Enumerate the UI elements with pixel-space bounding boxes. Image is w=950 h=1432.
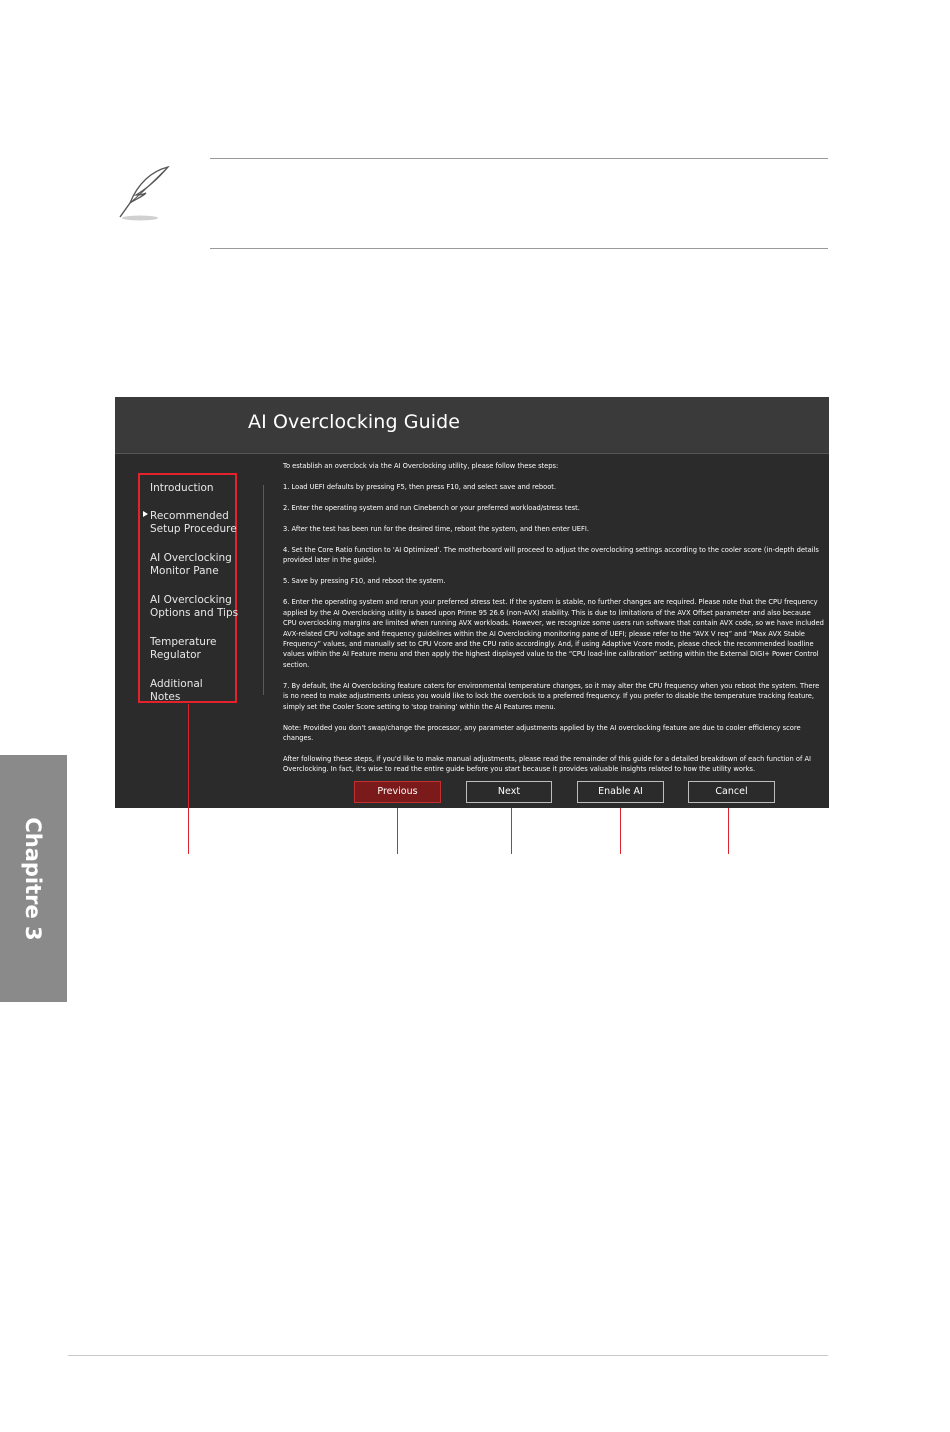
guide-content <box>283 461 825 785</box>
guide-step-3: 3. After the test has been run for the desired time, reboot the system, and then enter UEFI. <box>283 525 589 533</box>
callout-line-next <box>511 808 512 854</box>
guide-step-6: 6. Enter the operating system and rerun your preferred stress test. If the system is stable, no further changes are required. Please note that the CPU frequency applied by the AI Overclocking utility is based upon Prime 95 26.6 (non-AVX) stability. This is due to limitations of the AVX Offset parameter and also because CPU overclocking margins are limited when running AVX workloads. However, we recognize some users run software that contain AVX code, so we have included AVX-related CPU voltage and frequency guidelines within the AI Overclocking monitoring pane of UEFI; please refer to the “AVX V req” and “Max AVX Stable Frequency” values, and manually set to CPU Vcore and the CPU ratio accordingly. And, if using Adaptive Vcore mode, please check the recommended loadline values within the AI Feature menu and then apply the highest displayed value to the “CPU load-line calibration” setting within the External DIGI+ Power Control section. <box>283 598 824 669</box>
callout-line-cancel <box>728 808 729 854</box>
guide-step-7: 7. By default, the AI Overclocking feature caters for environmental temperature changes, so it may alter the CPU frequency when you reboot the system. There is no need to make adjustments unless you would like to lock the overclock to a preferred frequency. If you prefer to disable the temperature tracking feature, simply set the Cooler Score setting to 'stop training' within the AI Features menu. <box>283 681 820 711</box>
guide-step-2: 2. Enter the operating system and run Cinebench or your preferred workload/stress test. <box>283 504 580 512</box>
guide-step-1: 1. Load UEFI defaults by pressing F5, then press F10, and select save and reboot. <box>283 483 557 491</box>
nav-highlight-box <box>138 473 237 703</box>
note-top-rule <box>210 158 828 159</box>
ai-overclocking-guide-window <box>115 397 829 808</box>
nav-item-recommended-setup[interactable]: Recommended Setup Procedure <box>150 510 237 535</box>
enable-ai-button[interactable]: Enable AI <box>577 781 664 803</box>
nav-item-monitor-pane[interactable]: AI Overclocking Monitor Pane <box>150 552 232 577</box>
active-item-arrow-icon <box>143 511 148 517</box>
nav-divider <box>263 485 264 695</box>
nav-item-options-tips[interactable]: AI Overclocking Options and Tips <box>150 594 239 619</box>
callout-line-enable-ai <box>620 808 621 854</box>
nav-item-temperature-regulator[interactable]: Temperature Regulator <box>150 636 217 661</box>
previous-button[interactable]: Previous <box>354 781 441 803</box>
next-button[interactable]: Next <box>466 781 552 803</box>
window-title: AI Overclocking Guide <box>248 411 461 433</box>
guide-closing: After following these steps, if you'd like to make manual adjustments, please read the remainder of this guide for a detailed breakdown of each function of AI Overclocking. In fact, it's wise to read the entire guide before you start because it provides valuable insights related to how the utility works. <box>283 755 811 774</box>
note-bottom-rule <box>210 248 828 249</box>
feather-quill-icon <box>112 163 174 223</box>
callout-line-previous <box>397 808 398 854</box>
nav-item-introduction[interactable]: Introduction <box>150 482 214 494</box>
guide-step-4: 4. Set the Core Ratio function to 'AI Optimized'. The motherboard will proceed to adjust the overclocking settings according to the cooler score (in-depth details provided later in the guide). <box>283 546 819 565</box>
guide-intro: To establish an overclock via the AI Overclocking utility, please follow these steps: <box>283 462 559 470</box>
guide-step-5: 5. Save by pressing F10, and reboot the system. <box>283 577 446 586</box>
callout-line-nav <box>188 704 189 854</box>
chapter-label: Chapitre 3 <box>21 817 45 941</box>
footer-rule <box>68 1355 828 1356</box>
guide-note: Note: Provided you don't swap/change the processor, any parameter adjustments applied by the AI overclocking feature are due to cooler efficiency score changes. <box>283 723 801 743</box>
window-header <box>115 397 829 454</box>
cancel-button[interactable]: Cancel <box>688 781 775 803</box>
nav-item-additional-notes[interactable]: Additional Notes <box>150 678 203 703</box>
